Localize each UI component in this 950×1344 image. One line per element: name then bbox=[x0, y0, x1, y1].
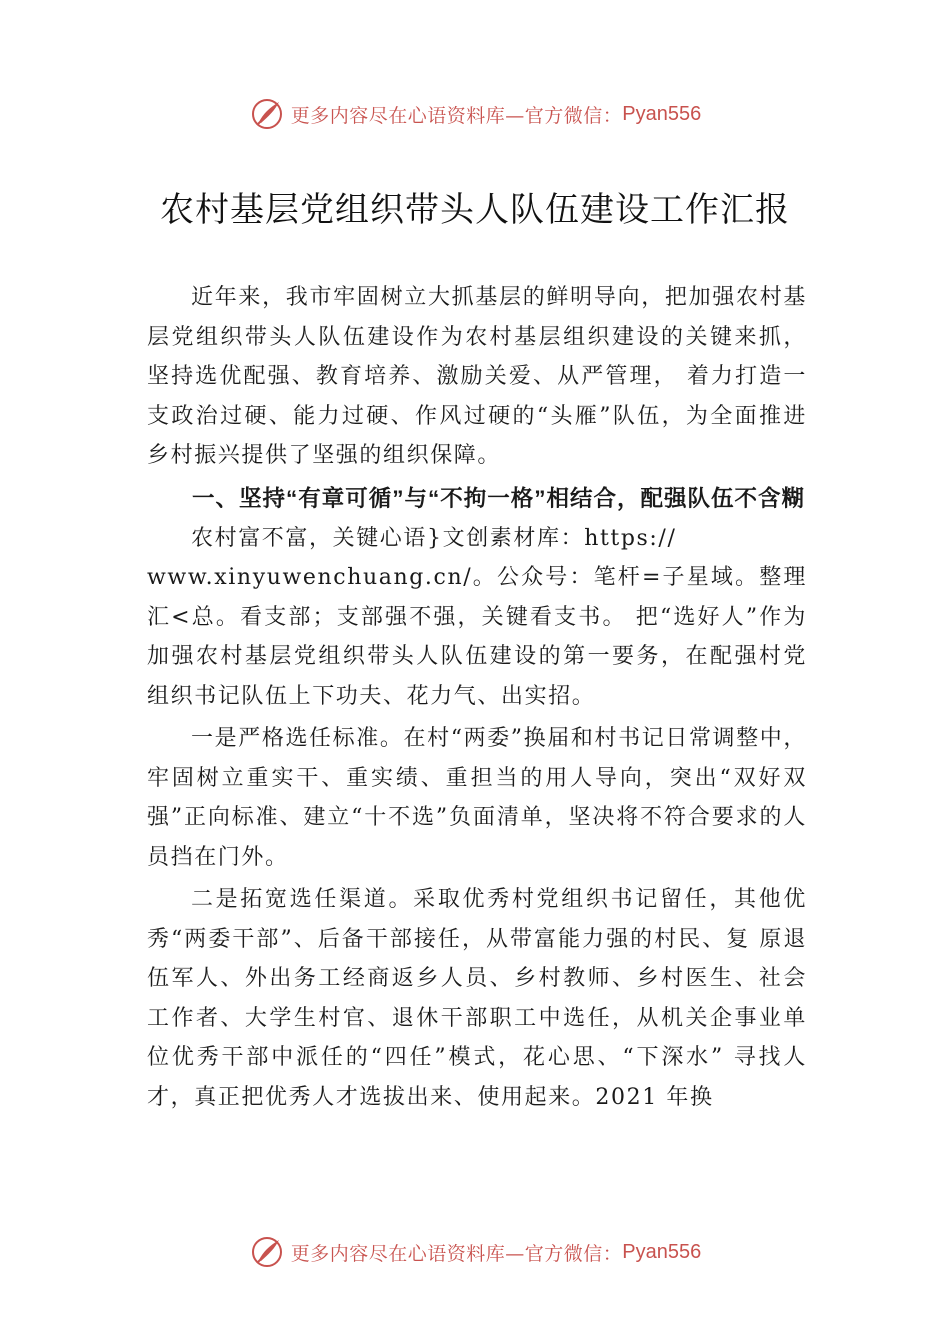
intro-paragraph: 近年来，我市牢固树立大抓基层的鲜明导向，把加强农村基层党组织带头人队伍建设作为农村基层组织建设的关键来抓，坚持选优配强、教育培养、激励关爱、从严管理， 着力打造一支政治过硬、能力过硬、作风过硬的“头雁”队伍，为全面推进乡村振兴提供了坚强的组织保障。 bbox=[147, 285, 807, 468]
banner-wechat-id: Pyan556 bbox=[622, 102, 702, 125]
quill-logo-icon bbox=[249, 1234, 285, 1270]
header-banner bbox=[0, 92, 950, 136]
paragraph-2: 一是严格选任标准。在村“两委”换届和村书记日常调整中，牢固树立重实干、重实绩、重担当的用人导向，突出“双好双强”正向标准、建立“十不选”负面清单，坚决将不符合要求的人员挡在门外。 bbox=[147, 726, 807, 870]
section-heading-1: 一、坚持“有章可循”与“不拘一格”相结合，配强队伍不含糊 bbox=[192, 485, 806, 511]
document-title: 农村基层党组织带头人队伍建设工作汇报 bbox=[160, 190, 790, 230]
banner-text: 更多内容尽在心语资料库—官方微信： bbox=[290, 104, 623, 127]
paragraph-3: 二是拓宽选任渠道。采取优秀村党组织书记留任，其他优秀“两委干部”、后备干部接任，从带富能力强的村民、复 原退伍军人、外出务工经商返乡人员、乡村教师、乡村医生、社会工作者、大学生村官、退休干部职工中选任，从机关企事业单位优秀干部中派任的“四任”模式，花心思、“下深水” 寻找人才，真正把优秀人才选拔出来、使用起来。2021 年换 bbox=[147, 887, 807, 1110]
paragraph-1-rest: www.xinyuwenchuang.cn/。公众号：笔杆=子星域。整理汇<总。看支部；支部强不强，关键看支书。 把“选好人”作为加强农村基层党组织带头人队伍建设的第一要务，在配强村党组织书记队伍上下功夫、花力气、出实招。 bbox=[147, 565, 807, 709]
document-body bbox=[147, 278, 807, 1117]
quill-logo-icon bbox=[249, 96, 285, 132]
footer-banner bbox=[0, 1230, 950, 1274]
footer-banner-wechat-id: Pyan556 bbox=[622, 1240, 702, 1263]
footer-banner-text: 更多内容尽在心语资料库—官方微信： bbox=[290, 1242, 623, 1265]
paragraph-1-line-1: 农村富不富，关键心语}文创素材库：https:// bbox=[191, 525, 677, 551]
